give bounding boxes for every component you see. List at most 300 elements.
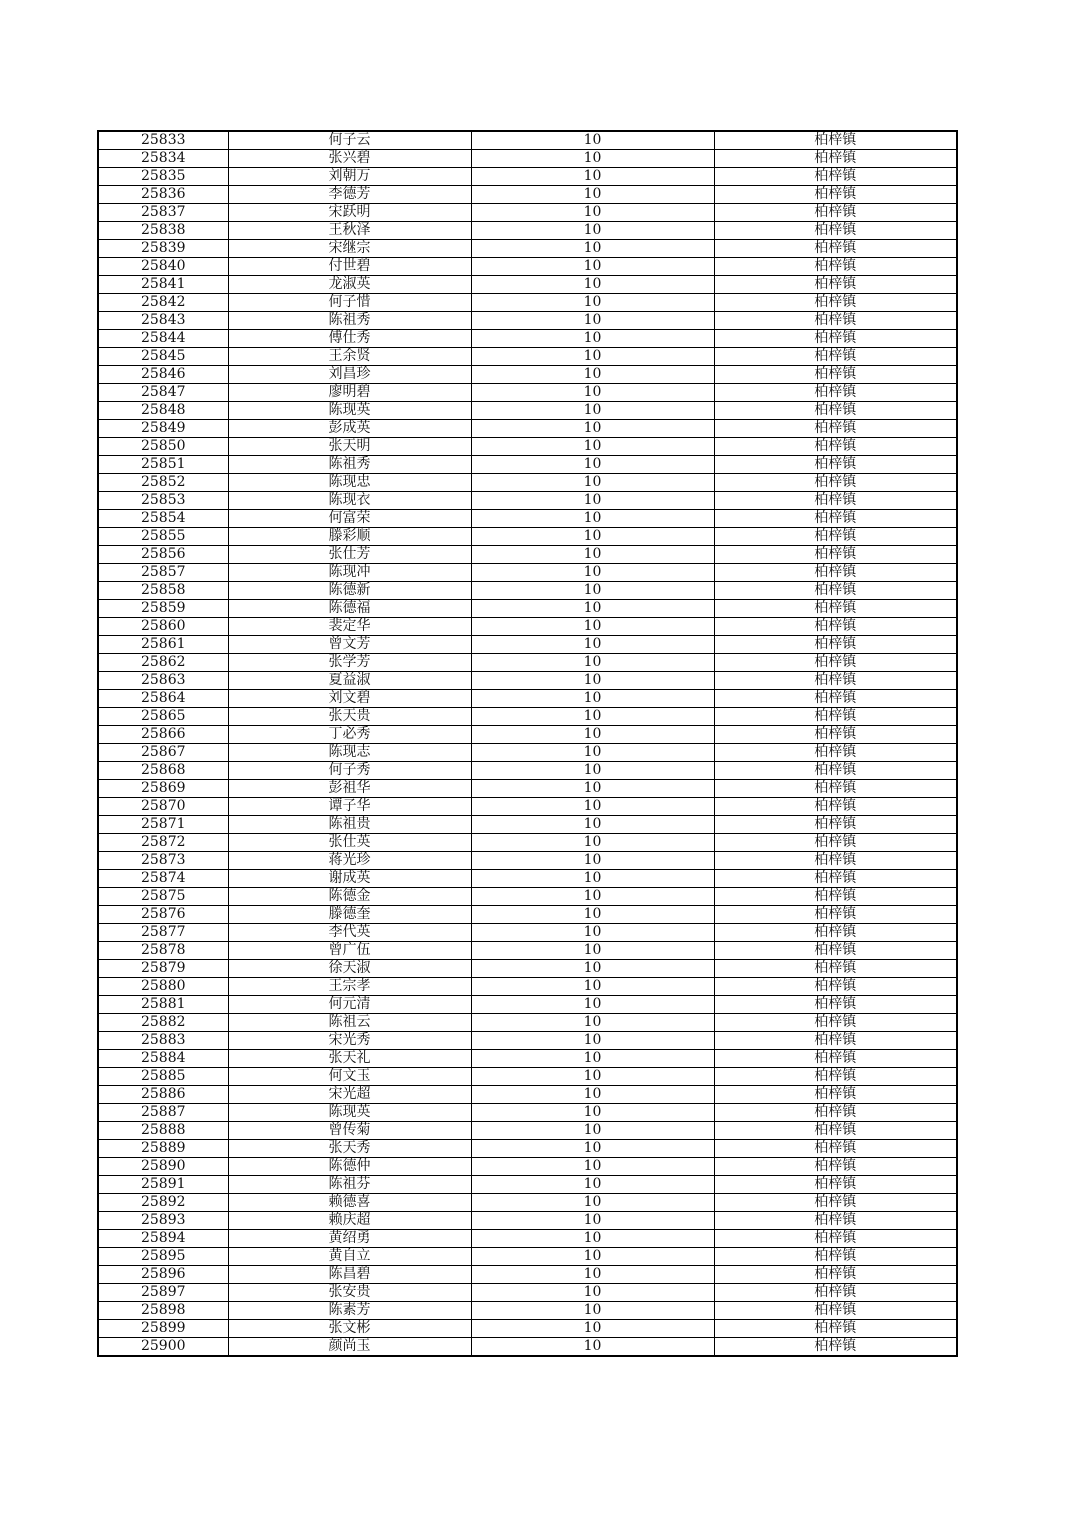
table-row <box>98 978 957 996</box>
records-table <box>97 130 958 1357</box>
town-cell: 柏梓镇 <box>714 222 957 240</box>
table-row <box>98 960 957 978</box>
table-row <box>98 492 957 510</box>
record-id-cell: 25851 <box>98 456 228 474</box>
amount-cell: 10 <box>471 1104 714 1122</box>
person-name-cell: 陈现冲 <box>228 564 471 582</box>
amount-cell: 10 <box>471 906 714 924</box>
amount-cell: 10 <box>471 690 714 708</box>
record-id-cell: 25846 <box>98 366 228 384</box>
town-cell: 柏梓镇 <box>714 1176 957 1194</box>
amount-cell: 10 <box>471 294 714 312</box>
person-name-cell: 张仕英 <box>228 834 471 852</box>
table-row <box>98 258 957 276</box>
record-id-cell: 25848 <box>98 402 228 420</box>
amount-cell: 10 <box>471 438 714 456</box>
amount-cell: 10 <box>471 780 714 798</box>
town-cell: 柏梓镇 <box>714 474 957 492</box>
person-name-cell: 何文玉 <box>228 1068 471 1086</box>
person-name-cell: 陈现英 <box>228 402 471 420</box>
record-id-cell: 25887 <box>98 1104 228 1122</box>
table-row <box>98 366 957 384</box>
table-row <box>98 780 957 798</box>
amount-cell: 10 <box>471 276 714 294</box>
record-id-cell: 25880 <box>98 978 228 996</box>
town-cell: 柏梓镇 <box>714 1068 957 1086</box>
town-cell: 柏梓镇 <box>714 456 957 474</box>
record-id-cell: 25857 <box>98 564 228 582</box>
table-row <box>98 888 957 906</box>
table-row <box>98 1176 957 1194</box>
amount-cell: 10 <box>471 816 714 834</box>
table-row <box>98 330 957 348</box>
town-cell: 柏梓镇 <box>714 420 957 438</box>
person-name-cell: 谭子华 <box>228 798 471 816</box>
amount-cell: 10 <box>471 402 714 420</box>
table-row <box>98 690 957 708</box>
town-cell: 柏梓镇 <box>714 150 957 168</box>
amount-cell: 10 <box>471 762 714 780</box>
record-id-cell: 25839 <box>98 240 228 258</box>
table-row <box>98 348 957 366</box>
person-name-cell: 张天明 <box>228 438 471 456</box>
person-name-cell: 张学芳 <box>228 654 471 672</box>
record-id-cell: 25871 <box>98 816 228 834</box>
amount-cell: 10 <box>471 222 714 240</box>
person-name-cell: 宋跃明 <box>228 204 471 222</box>
town-cell: 柏梓镇 <box>714 330 957 348</box>
town-cell: 柏梓镇 <box>714 582 957 600</box>
table-row <box>98 546 957 564</box>
person-name-cell: 赖庆超 <box>228 1212 471 1230</box>
town-cell: 柏梓镇 <box>714 1230 957 1248</box>
town-cell: 柏梓镇 <box>714 798 957 816</box>
person-name-cell: 曾文芳 <box>228 636 471 654</box>
amount-cell: 10 <box>471 1230 714 1248</box>
amount-cell: 10 <box>471 258 714 276</box>
record-id-cell: 25850 <box>98 438 228 456</box>
town-cell: 柏梓镇 <box>714 978 957 996</box>
amount-cell: 10 <box>471 942 714 960</box>
record-id-cell: 25840 <box>98 258 228 276</box>
table-row <box>98 708 957 726</box>
person-name-cell: 王秋泽 <box>228 222 471 240</box>
table-row <box>98 276 957 294</box>
record-id-cell: 25844 <box>98 330 228 348</box>
town-cell: 柏梓镇 <box>714 924 957 942</box>
town-cell: 柏梓镇 <box>714 276 957 294</box>
table-row <box>98 654 957 672</box>
table-row <box>98 438 957 456</box>
table-row <box>98 1158 957 1176</box>
amount-cell: 10 <box>471 744 714 762</box>
person-name-cell: 付世碧 <box>228 258 471 276</box>
amount-cell: 10 <box>471 1194 714 1212</box>
table-row <box>98 1248 957 1266</box>
person-name-cell: 何富荣 <box>228 510 471 528</box>
record-id-cell: 25835 <box>98 168 228 186</box>
town-cell: 柏梓镇 <box>714 1122 957 1140</box>
table-row <box>98 816 957 834</box>
person-name-cell: 张天秀 <box>228 1140 471 1158</box>
amount-cell: 10 <box>471 564 714 582</box>
town-cell: 柏梓镇 <box>714 996 957 1014</box>
amount-cell: 10 <box>471 131 714 150</box>
record-id-cell: 25877 <box>98 924 228 942</box>
record-id-cell: 25855 <box>98 528 228 546</box>
amount-cell: 10 <box>471 1266 714 1284</box>
table-row <box>98 131 957 150</box>
amount-cell: 10 <box>471 204 714 222</box>
person-name-cell: 滕德奎 <box>228 906 471 924</box>
town-cell: 柏梓镇 <box>714 1248 957 1266</box>
table-row <box>98 1086 957 1104</box>
person-name-cell: 傅仕秀 <box>228 330 471 348</box>
table-row <box>98 222 957 240</box>
amount-cell: 10 <box>471 798 714 816</box>
record-id-cell: 25859 <box>98 600 228 618</box>
town-cell: 柏梓镇 <box>714 1194 957 1212</box>
record-id-cell: 25876 <box>98 906 228 924</box>
amount-cell: 10 <box>471 978 714 996</box>
record-id-cell: 25889 <box>98 1140 228 1158</box>
person-name-cell: 陈现志 <box>228 744 471 762</box>
table-row <box>98 402 957 420</box>
person-name-cell: 张文彬 <box>228 1320 471 1338</box>
person-name-cell: 陈德新 <box>228 582 471 600</box>
person-name-cell: 陈祖秀 <box>228 312 471 330</box>
table-row <box>98 636 957 654</box>
table-row <box>98 240 957 258</box>
amount-cell: 10 <box>471 1032 714 1050</box>
table-row <box>98 168 957 186</box>
person-name-cell: 张兴碧 <box>228 150 471 168</box>
record-id-cell: 25898 <box>98 1302 228 1320</box>
person-name-cell: 陈现衣 <box>228 492 471 510</box>
person-name-cell: 宋继宗 <box>228 240 471 258</box>
record-id-cell: 25853 <box>98 492 228 510</box>
table-row <box>98 726 957 744</box>
person-name-cell: 李德芳 <box>228 186 471 204</box>
town-cell: 柏梓镇 <box>714 258 957 276</box>
person-name-cell: 王宗孝 <box>228 978 471 996</box>
record-id-cell: 25894 <box>98 1230 228 1248</box>
town-cell: 柏梓镇 <box>714 312 957 330</box>
record-id-cell: 25852 <box>98 474 228 492</box>
record-id-cell: 25892 <box>98 1194 228 1212</box>
person-name-cell: 陈祖云 <box>228 1014 471 1032</box>
town-cell: 柏梓镇 <box>714 438 957 456</box>
person-name-cell: 陈现英 <box>228 1104 471 1122</box>
town-cell: 柏梓镇 <box>714 708 957 726</box>
town-cell: 柏梓镇 <box>714 492 957 510</box>
town-cell: 柏梓镇 <box>714 1302 957 1320</box>
table-row <box>98 1068 957 1086</box>
amount-cell: 10 <box>471 654 714 672</box>
record-id-cell: 25873 <box>98 852 228 870</box>
record-id-cell: 25884 <box>98 1050 228 1068</box>
amount-cell: 10 <box>471 150 714 168</box>
person-name-cell: 张安贵 <box>228 1284 471 1302</box>
person-name-cell: 陈德福 <box>228 600 471 618</box>
person-name-cell: 刘昌珍 <box>228 366 471 384</box>
person-name-cell: 陈祖秀 <box>228 456 471 474</box>
person-name-cell: 陈祖贵 <box>228 816 471 834</box>
town-cell: 柏梓镇 <box>714 1266 957 1284</box>
record-id-cell: 25865 <box>98 708 228 726</box>
town-cell: 柏梓镇 <box>714 1086 957 1104</box>
amount-cell: 10 <box>471 1338 714 1357</box>
table-row <box>98 186 957 204</box>
town-cell: 柏梓镇 <box>714 906 957 924</box>
record-id-cell: 25879 <box>98 960 228 978</box>
amount-cell: 10 <box>471 1212 714 1230</box>
amount-cell: 10 <box>471 1014 714 1032</box>
record-id-cell: 25900 <box>98 1338 228 1357</box>
amount-cell: 10 <box>471 600 714 618</box>
amount-cell: 10 <box>471 366 714 384</box>
amount-cell: 10 <box>471 1284 714 1302</box>
table-row <box>98 1122 957 1140</box>
person-name-cell: 曾广伍 <box>228 942 471 960</box>
person-name-cell: 张天贵 <box>228 708 471 726</box>
table-row <box>98 1050 957 1068</box>
table-row <box>98 1212 957 1230</box>
town-cell: 柏梓镇 <box>714 888 957 906</box>
table-row <box>98 924 957 942</box>
amount-cell: 10 <box>471 240 714 258</box>
town-cell: 柏梓镇 <box>714 294 957 312</box>
record-id-cell: 25868 <box>98 762 228 780</box>
amount-cell: 10 <box>471 1140 714 1158</box>
table-row <box>98 456 957 474</box>
record-id-cell: 25864 <box>98 690 228 708</box>
person-name-cell: 何元清 <box>228 996 471 1014</box>
person-name-cell: 陈现忠 <box>228 474 471 492</box>
amount-cell: 10 <box>471 726 714 744</box>
person-name-cell: 王余贤 <box>228 348 471 366</box>
amount-cell: 10 <box>471 384 714 402</box>
town-cell: 柏梓镇 <box>714 870 957 888</box>
town-cell: 柏梓镇 <box>714 546 957 564</box>
person-name-cell: 陈德仲 <box>228 1158 471 1176</box>
amount-cell: 10 <box>471 888 714 906</box>
record-id-cell: 25861 <box>98 636 228 654</box>
person-name-cell: 何子云 <box>228 131 471 150</box>
person-name-cell: 陈德金 <box>228 888 471 906</box>
person-name-cell: 张天礼 <box>228 1050 471 1068</box>
record-id-cell: 25841 <box>98 276 228 294</box>
record-id-cell: 25870 <box>98 798 228 816</box>
record-id-cell: 25856 <box>98 546 228 564</box>
amount-cell: 10 <box>471 1086 714 1104</box>
table-row <box>98 1230 957 1248</box>
amount-cell: 10 <box>471 1176 714 1194</box>
person-name-cell: 夏益淑 <box>228 672 471 690</box>
amount-cell: 10 <box>471 618 714 636</box>
record-id-cell: 25885 <box>98 1068 228 1086</box>
amount-cell: 10 <box>471 168 714 186</box>
person-name-cell: 陈素芳 <box>228 1302 471 1320</box>
table-row <box>98 942 957 960</box>
amount-cell: 10 <box>471 960 714 978</box>
record-id-cell: 25845 <box>98 348 228 366</box>
record-id-cell: 25837 <box>98 204 228 222</box>
person-name-cell: 龙淑英 <box>228 276 471 294</box>
record-id-cell: 25869 <box>98 780 228 798</box>
person-name-cell: 何子秀 <box>228 762 471 780</box>
table-row <box>98 1284 957 1302</box>
town-cell: 柏梓镇 <box>714 654 957 672</box>
person-name-cell: 丁必秀 <box>228 726 471 744</box>
record-id-cell: 25867 <box>98 744 228 762</box>
record-id-cell: 25890 <box>98 1158 228 1176</box>
record-id-cell: 25895 <box>98 1248 228 1266</box>
amount-cell: 10 <box>471 1050 714 1068</box>
amount-cell: 10 <box>471 708 714 726</box>
record-id-cell: 25849 <box>98 420 228 438</box>
amount-cell: 10 <box>471 420 714 438</box>
person-name-cell: 李代英 <box>228 924 471 942</box>
table-row <box>98 834 957 852</box>
table-row <box>98 1032 957 1050</box>
record-id-cell: 25862 <box>98 654 228 672</box>
table-row <box>98 744 957 762</box>
record-id-cell: 25883 <box>98 1032 228 1050</box>
table-row <box>98 150 957 168</box>
town-cell: 柏梓镇 <box>714 816 957 834</box>
person-name-cell: 赖德喜 <box>228 1194 471 1212</box>
person-name-cell: 彭祖华 <box>228 780 471 798</box>
person-name-cell: 陈昌碧 <box>228 1266 471 1284</box>
town-cell: 柏梓镇 <box>714 240 957 258</box>
amount-cell: 10 <box>471 312 714 330</box>
town-cell: 柏梓镇 <box>714 1338 957 1357</box>
town-cell: 柏梓镇 <box>714 366 957 384</box>
town-cell: 柏梓镇 <box>714 726 957 744</box>
town-cell: 柏梓镇 <box>714 960 957 978</box>
person-name-cell: 颜尚玉 <box>228 1338 471 1357</box>
town-cell: 柏梓镇 <box>714 762 957 780</box>
records-table-body <box>98 131 957 1356</box>
record-id-cell: 25896 <box>98 1266 228 1284</box>
amount-cell: 10 <box>471 870 714 888</box>
record-id-cell: 25872 <box>98 834 228 852</box>
person-name-cell: 廖明碧 <box>228 384 471 402</box>
town-cell: 柏梓镇 <box>714 942 957 960</box>
table-row <box>98 510 957 528</box>
record-id-cell: 25875 <box>98 888 228 906</box>
amount-cell: 10 <box>471 582 714 600</box>
record-id-cell: 25838 <box>98 222 228 240</box>
record-id-cell: 25888 <box>98 1122 228 1140</box>
town-cell: 柏梓镇 <box>714 1212 957 1230</box>
person-name-cell: 刘文碧 <box>228 690 471 708</box>
town-cell: 柏梓镇 <box>714 780 957 798</box>
amount-cell: 10 <box>471 1320 714 1338</box>
amount-cell: 10 <box>471 1158 714 1176</box>
town-cell: 柏梓镇 <box>714 402 957 420</box>
person-name-cell: 何子惜 <box>228 294 471 312</box>
table-row <box>98 852 957 870</box>
town-cell: 柏梓镇 <box>714 1140 957 1158</box>
person-name-cell: 谢成英 <box>228 870 471 888</box>
town-cell: 柏梓镇 <box>714 131 957 150</box>
amount-cell: 10 <box>471 1248 714 1266</box>
town-cell: 柏梓镇 <box>714 1284 957 1302</box>
town-cell: 柏梓镇 <box>714 384 957 402</box>
person-name-cell: 裴定华 <box>228 618 471 636</box>
town-cell: 柏梓镇 <box>714 852 957 870</box>
table-row <box>98 1320 957 1338</box>
person-name-cell: 彭成英 <box>228 420 471 438</box>
table-row <box>98 420 957 438</box>
town-cell: 柏梓镇 <box>714 564 957 582</box>
amount-cell: 10 <box>471 834 714 852</box>
amount-cell: 10 <box>471 636 714 654</box>
record-id-cell: 25836 <box>98 186 228 204</box>
town-cell: 柏梓镇 <box>714 1158 957 1176</box>
record-id-cell: 25833 <box>98 131 228 150</box>
table-row <box>98 1140 957 1158</box>
record-id-cell: 25847 <box>98 384 228 402</box>
table-row <box>98 996 957 1014</box>
record-id-cell: 25899 <box>98 1320 228 1338</box>
table-row <box>98 870 957 888</box>
town-cell: 柏梓镇 <box>714 744 957 762</box>
person-name-cell: 曾传菊 <box>228 1122 471 1140</box>
town-cell: 柏梓镇 <box>714 1320 957 1338</box>
record-id-cell: 25860 <box>98 618 228 636</box>
table-row <box>98 1338 957 1357</box>
record-id-cell: 25891 <box>98 1176 228 1194</box>
record-id-cell: 25893 <box>98 1212 228 1230</box>
town-cell: 柏梓镇 <box>714 168 957 186</box>
table-row <box>98 384 957 402</box>
town-cell: 柏梓镇 <box>714 690 957 708</box>
table-row <box>98 906 957 924</box>
person-name-cell: 蒋光珍 <box>228 852 471 870</box>
table-row <box>98 672 957 690</box>
person-name-cell: 刘朝万 <box>228 168 471 186</box>
amount-cell: 10 <box>471 330 714 348</box>
record-id-cell: 25881 <box>98 996 228 1014</box>
person-name-cell: 滕彩顺 <box>228 528 471 546</box>
amount-cell: 10 <box>471 492 714 510</box>
town-cell: 柏梓镇 <box>714 528 957 546</box>
table-row <box>98 312 957 330</box>
record-id-cell: 25834 <box>98 150 228 168</box>
table-row <box>98 1194 957 1212</box>
town-cell: 柏梓镇 <box>714 204 957 222</box>
record-id-cell: 25854 <box>98 510 228 528</box>
record-id-cell: 25866 <box>98 726 228 744</box>
table-row <box>98 528 957 546</box>
town-cell: 柏梓镇 <box>714 1032 957 1050</box>
amount-cell: 10 <box>471 546 714 564</box>
amount-cell: 10 <box>471 528 714 546</box>
person-name-cell: 黄绍勇 <box>228 1230 471 1248</box>
town-cell: 柏梓镇 <box>714 600 957 618</box>
table-row <box>98 1266 957 1284</box>
town-cell: 柏梓镇 <box>714 1050 957 1068</box>
amount-cell: 10 <box>471 186 714 204</box>
record-id-cell: 25886 <box>98 1086 228 1104</box>
town-cell: 柏梓镇 <box>714 510 957 528</box>
amount-cell: 10 <box>471 510 714 528</box>
amount-cell: 10 <box>471 1122 714 1140</box>
record-id-cell: 25843 <box>98 312 228 330</box>
